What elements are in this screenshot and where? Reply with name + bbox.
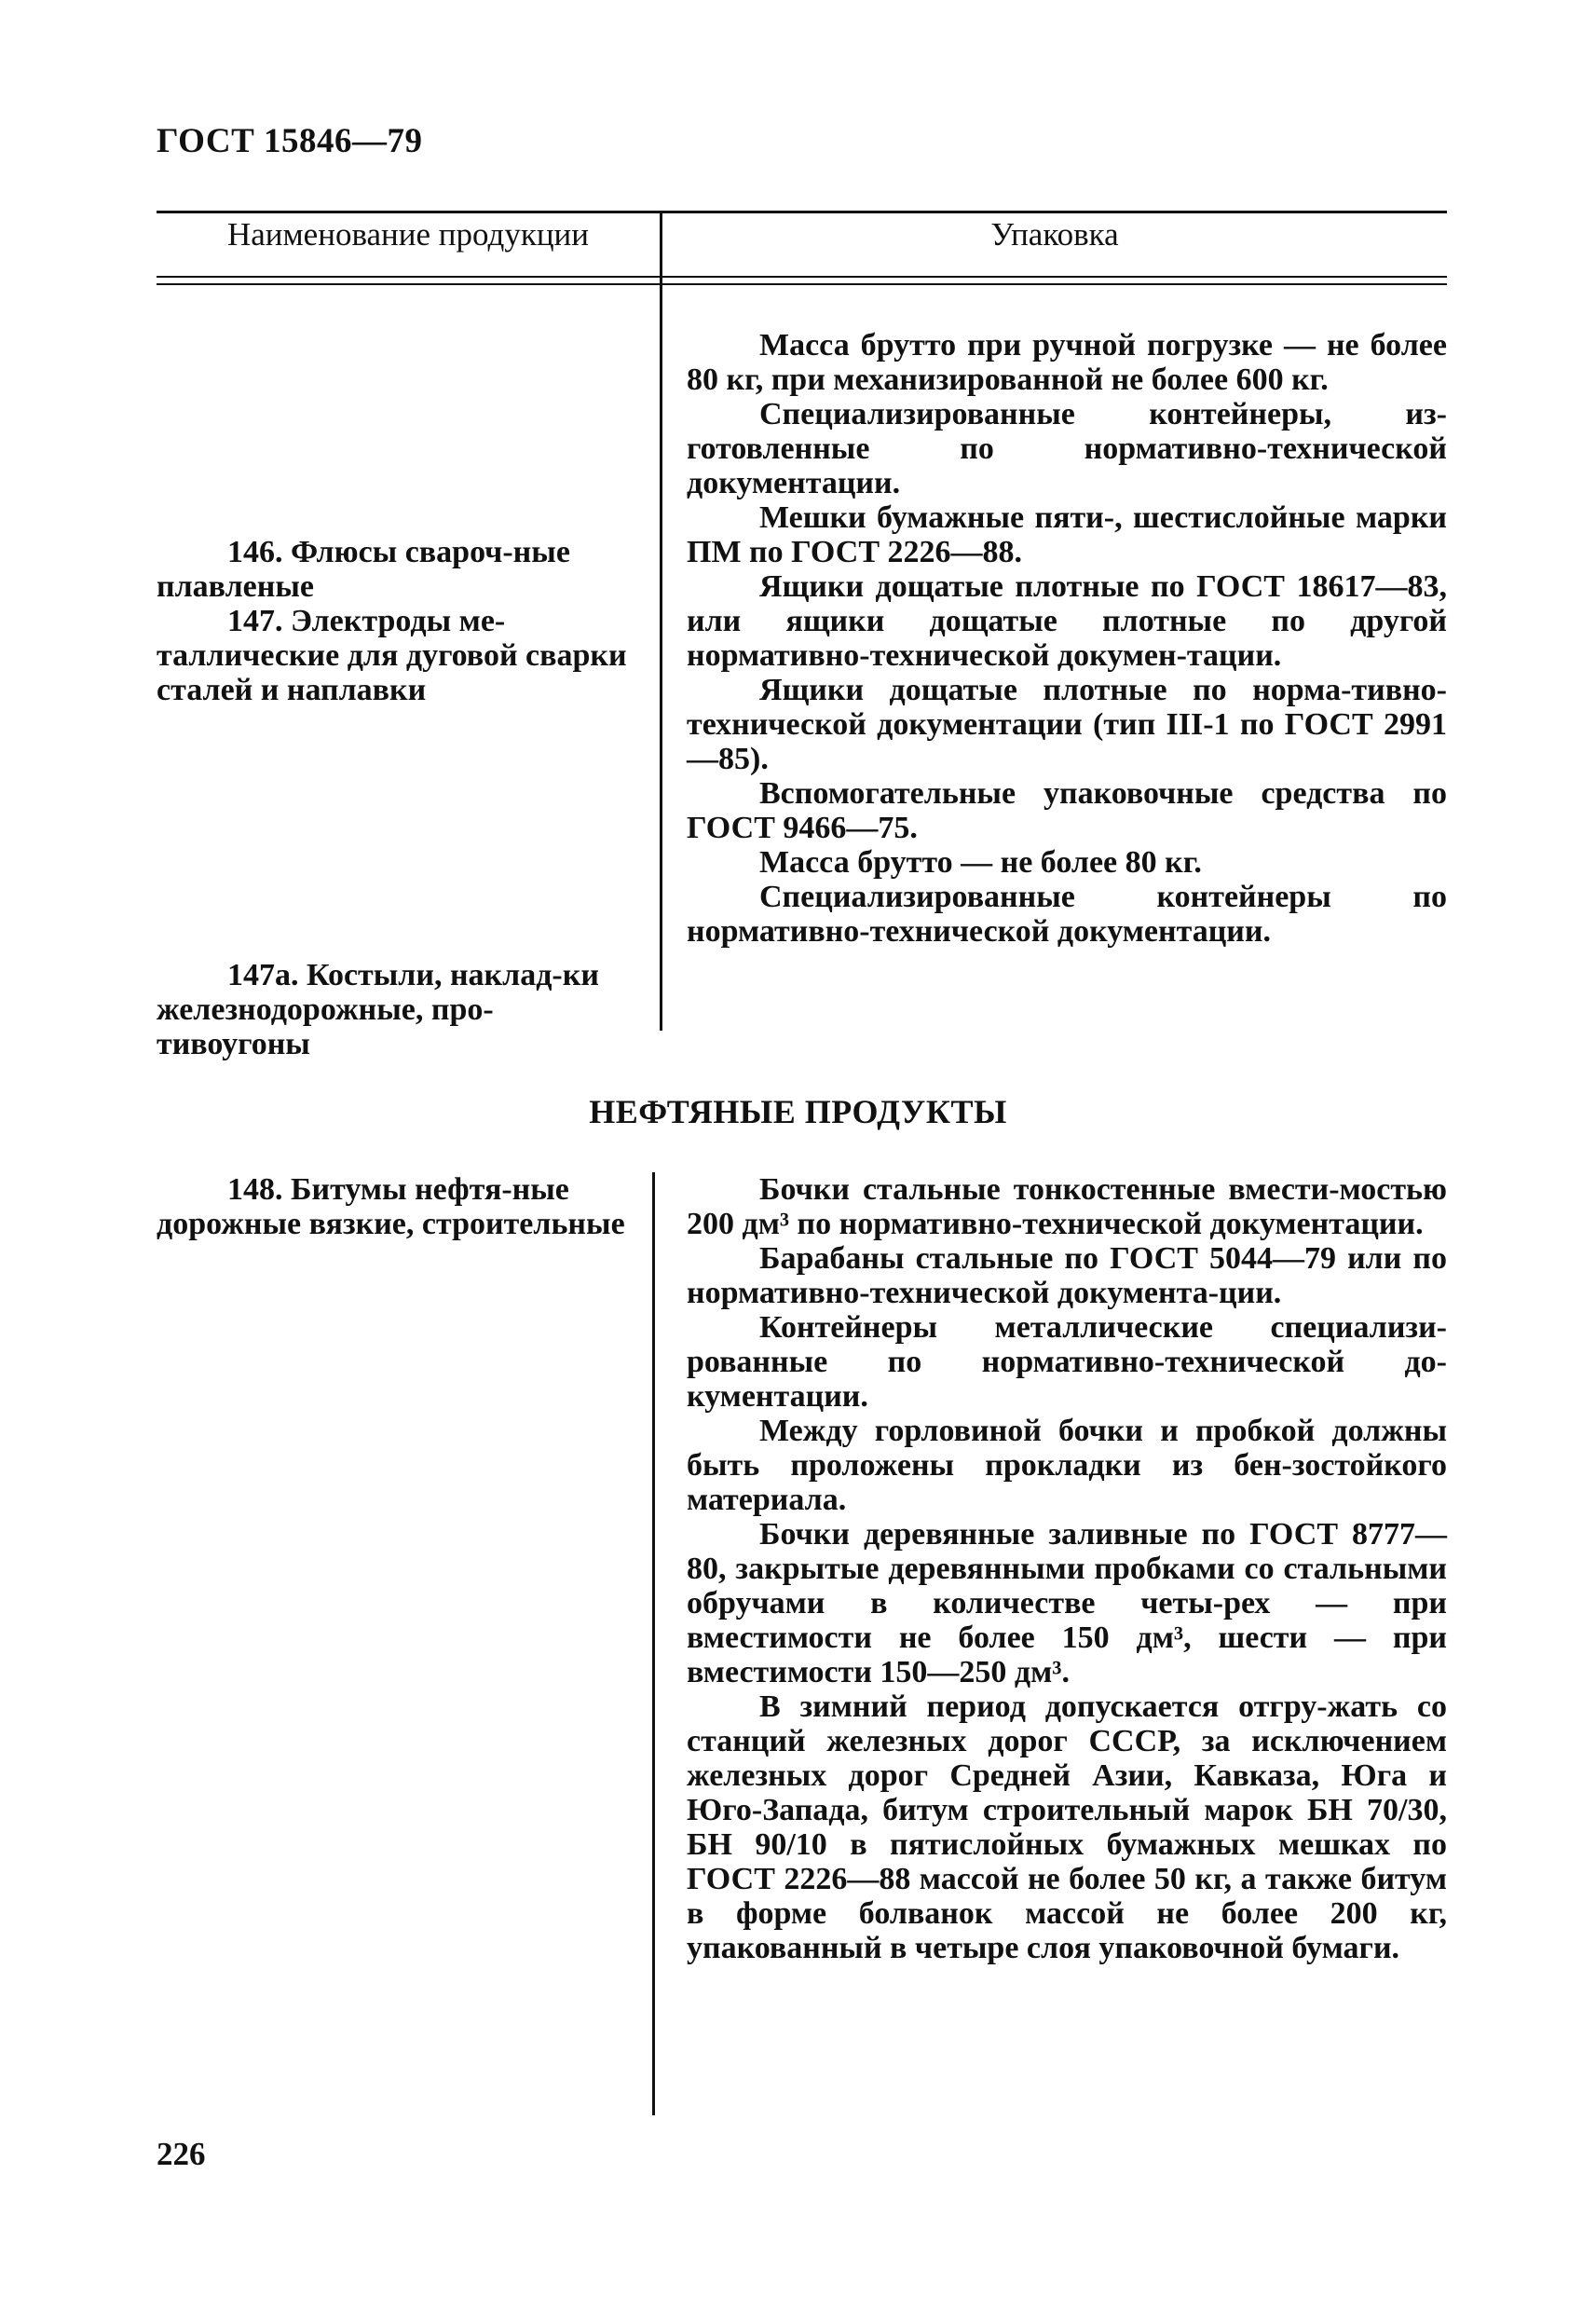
packaging-para: Барабаны стальные по ГОСТ 5044—79 или по нормативно-технической документа-ции. [687, 1241, 1447, 1310]
header-bottom-rule-1 [157, 276, 1447, 278]
packaging-para: Контейнеры металлические специализи-рованные по нормативно-технической до-кументации. [687, 1310, 1447, 1414]
running-title: ГОСТ 15846—79 [157, 122, 423, 160]
packaging-para: Специализированные контейнеры по нормативно-технической документации. [687, 880, 1447, 949]
header-bottom-rule-2 [157, 283, 1447, 285]
table-top-rule [157, 211, 1447, 213]
packaging-para: Ящики дощатые плотные по норма-тивно-технической документации (тип III-1 по ГОСТ 2991—85). [687, 673, 1447, 776]
packaging-para: В зимний период допускается отгру-жать со станций железных дорог СССР, за исключением железных дорог Средней Азии, Кавказа, Юга и Юго-Запада, битум строительный марок БН 70/30, БН 90/10 в пятислойных бумажных мешках по ГОСТ 2226—88 массой не более 50 кг, а также битум в форме болванок массой не более 200 кг, упакованный в четыре слоя упаковочной бумаги. [687, 1689, 1447, 1965]
page-number: 226 [157, 2136, 206, 2172]
section-title: НЕФТЯНЫЕ ПРОДУКТЫ [589, 1093, 1007, 1130]
packaging-block-1 [687, 328, 1447, 949]
packaging-para: Бочки деревянные заливные по ГОСТ 8777—80, закрытые деревянными пробками со стальными обручами в количестве четы-рех — при вместимости не более 150 дм³, шести — при вместимости 150—250 дм³. [687, 1517, 1447, 1689]
product-item-147a: 147а. Костыли, наклад-ки железнодорожные, про-тивоугоны [157, 958, 599, 1061]
packaging-para: Масса брутто — не более 80 кг. [759, 845, 1202, 880]
column-divider-upper [660, 211, 662, 1031]
packaging-para: Специализированные контейнеры, из-готовленные по нормативно-технической документации. [687, 397, 1447, 500]
packaging-para: Между горловиной бочки и пробкой должны быть проложены прокладки из бен-зостойкого материала. [687, 1414, 1447, 1517]
product-item-147: 147. Электроды ме-таллические для дуговой сварки сталей и наплавки [157, 604, 627, 707]
product-item-146: 146. Флюсы свароч-ные плавленые [157, 535, 570, 604]
packaging-para: Масса брутто при ручной погрузке — не более 80 кг, при механизированной не более 600 кг. [687, 328, 1447, 397]
packaging-para: Бочки стальные тонкостенные вмести-мостью 200 дм³ по нормативно-технической документации. [687, 1172, 1447, 1241]
packaging-block-2 [687, 1172, 1447, 1965]
product-item-148: 148. Битумы нефтя-ные дорожные вязкие, строительные [157, 1172, 625, 1241]
packaging-para: Мешки бумажные пяти-, шестислойные марки ПМ по ГОСТ 2226—88. [687, 500, 1447, 569]
column-divider-lower [652, 1172, 655, 2115]
column-header-packaging: Упаковка [990, 216, 1119, 253]
packaging-para: Ящики дощатые плотные по ГОСТ 18617—83, или ящики дощатые плотные по другой нормативно-технической докумен-тации. [687, 569, 1447, 673]
column-header-product: Наименование продукции [226, 216, 590, 253]
packaging-para: Вспомогательные упаковочные средства по ГОСТ 9466—75. [687, 776, 1447, 845]
